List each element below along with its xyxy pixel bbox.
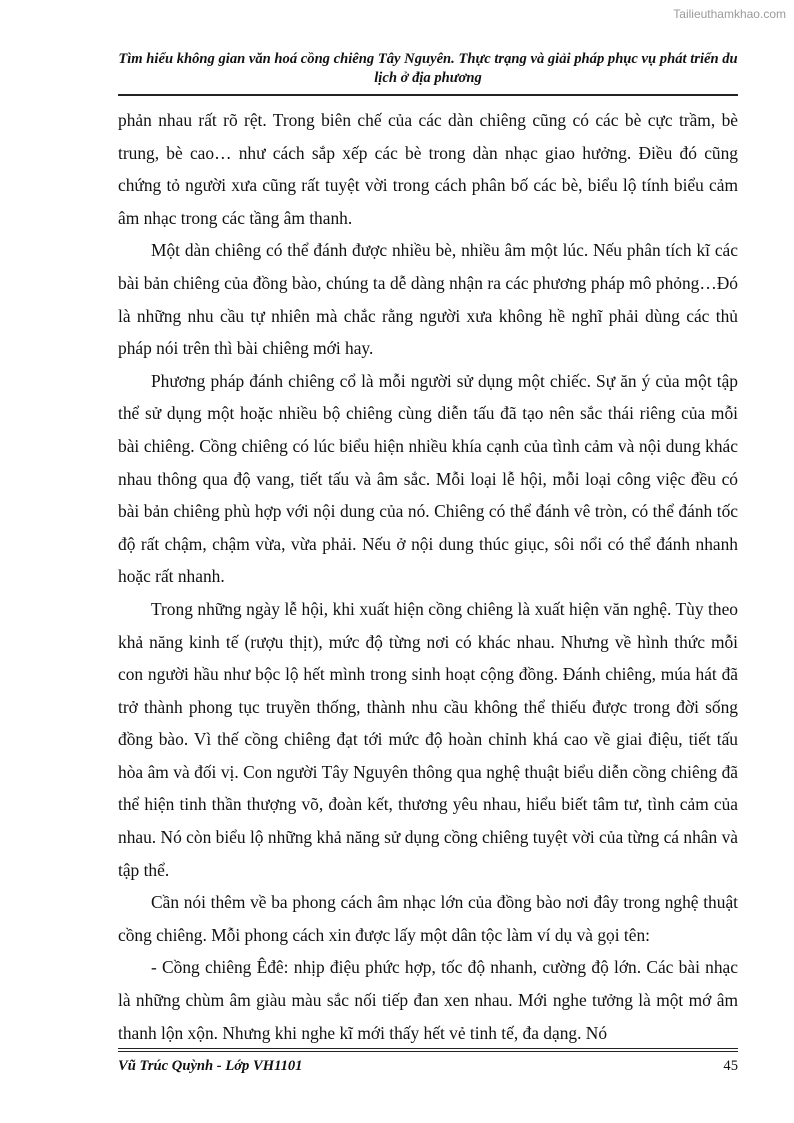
paragraph: - Cồng chiêng Êđê: nhịp điệu phức hợp, tốc độ nhanh, cường độ lớn. Các bài nhạc là những chùm âm giàu màu sắc nối tiếp đan xen nhau. Mới nghe tưởng là một mớ âm thanh lộn xộn. Nhưng khi nghe kĩ mới thấy hết vẻ tinh tế, đa dạng. Nó bbox=[118, 957, 738, 1043]
paragraph: Cần nói thêm về ba phong cách âm nhạc lớn của đồng bào nơi đây trong nghệ thuật cồng chiêng. Mỗi phong cách xin được lấy một dân tộc làm ví dụ và gọi tên: bbox=[118, 892, 738, 945]
page-number: 45 bbox=[723, 1058, 738, 1074]
footer-author: Vũ Trúc Quỳnh - Lớp VH1101 bbox=[118, 1058, 303, 1074]
paragraph: Một dàn chiêng có thể đánh được nhiều bè, nhiều âm một lúc. Nếu phân tích kĩ các bài bản chiêng của đồng bào, chúng ta dễ dàng nhận ra các phương pháp mô phỏng…Đó là những nhu cầu tự nhiên mà chắc rằng người xưa không hề nghĩ phải dùng các thủ pháp nói trên thì bài chiêng mới hay. bbox=[118, 240, 738, 359]
running-header: Tìm hiểu không gian văn hoá cồng chiêng Tây Nguyên. Thực trạng và giải pháp phục vụ phát triển du lịch ở địa phương bbox=[118, 50, 738, 96]
body-text bbox=[118, 104, 738, 1049]
watermark: Tailieuthamkhao.com bbox=[673, 7, 786, 21]
paragraph: Trong những ngày lễ hội, khi xuất hiện cồng chiêng là xuất hiện văn nghệ. Tùy theo khả năng kinh tế (rượu thịt), mức độ từng nơi có khác nhau. Nhưng về hình thức mỗi con người hầu như bộc lộ hết mình trong sinh hoạt cộng đồng. Đánh chiêng, múa hát đã trở thành phong tục truyền thống, thành nhu cầu không thể thiếu được trong đời sống đồng bào. Vì thế cồng chiêng đạt tới mức độ hoàn chỉnh khá cao về giai điệu, tiết tấu hòa âm và đối vị. Con người Tây Nguyên thông qua nghệ thuật biểu diễn cồng chiêng đã thể hiện tinh thần thượng võ, đoàn kết, thương yêu nhau, hiểu biết tâm tư, tình cảm của nhau. Nó còn biểu lộ những khả năng sử dụng cồng chiêng tuyệt vời của từng cá nhân và tập thể. bbox=[118, 598, 738, 880]
paragraph: Phương pháp đánh chiêng cổ là mỗi người sử dụng một chiếc. Sự ăn ý của một tập thể sử dụng một hoặc nhiều bộ chiêng cùng diễn tấu đã tạo nên sắc thái riêng của mỗi bài chiêng. Cồng chiêng có lúc biểu hiện nhiều khía cạnh của tình cảm và nội dung khác nhau thông qua độ vang, tiết tấu và âm sắc. Mỗi loại lễ hội, mỗi loại công việc đều có bài bản chiêng phù hợp với nội dung của nó. Chiêng có thể đánh vê tròn, có thể đánh tốc độ rất chậm, chậm vừa, vừa phải. Nếu ở nội dung thúc giục, sôi nổi có thể đánh nhanh hoặc rất nhanh. bbox=[118, 370, 738, 587]
footer-rule-double bbox=[118, 1051, 738, 1052]
footer bbox=[118, 1057, 738, 1075]
footer-rule bbox=[118, 1048, 738, 1049]
paragraph: phản nhau rất rõ rệt. Trong biên chế của các dàn chiêng cũng có các bè cực trầm, bè trung, bè cao… như cách sắp xếp các bè trong dàn nhạc giao hưởng. Điều đó cũng chứng tỏ người xưa cũng rất tuyệt vời trong cách phân bố các bè, biểu lộ tính biểu cảm âm nhạc trong các tầng âm thanh. bbox=[118, 110, 738, 228]
